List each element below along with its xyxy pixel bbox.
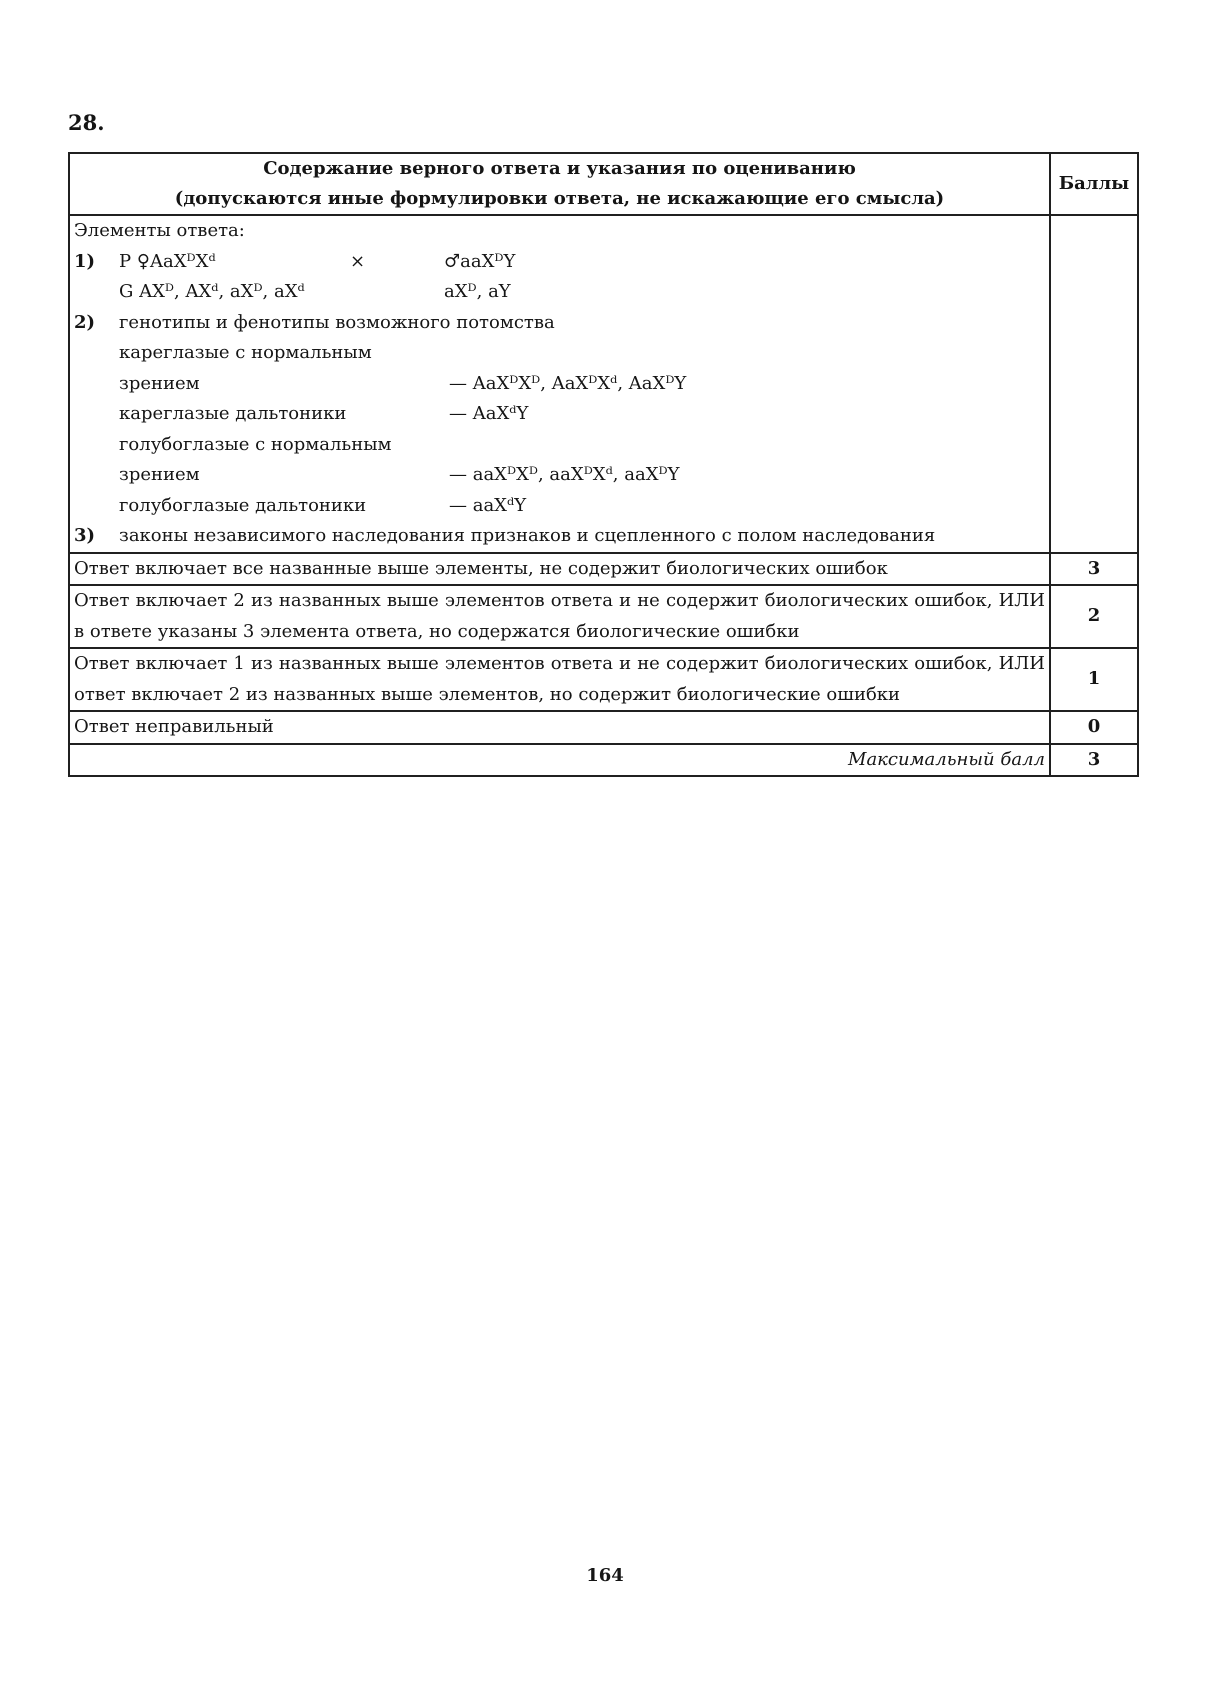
answer-elements-cell — [69, 215, 1050, 553]
phenotype: кареглазые дальтоники — [119, 403, 347, 424]
genotype: — aaXᵈY — [449, 494, 527, 516]
offspring-row — [74, 491, 1045, 522]
item1-number: 1) — [74, 250, 96, 272]
phenotype: кареглазые с нормальным — [119, 342, 372, 363]
answer-elements-score-cell — [1050, 215, 1138, 553]
genotype: — AaXᴰXᴰ, AaXᴰXᵈ, AaXᴰY — [449, 372, 687, 394]
gametes-male: aXᴰ, aY — [444, 281, 511, 302]
phenotype: голубоглазые дальтоники — [119, 494, 367, 516]
parents-line — [74, 247, 1045, 278]
item3-line — [74, 521, 1045, 552]
header-content-line1: Содержание верного ответа и указания по оцениванию — [263, 158, 856, 179]
item2-number: 2) — [74, 311, 96, 333]
gametes-line — [74, 277, 1045, 308]
criterion-text: Ответ включает все названные выше элементы, не содержит биологических ошибок — [69, 553, 1050, 586]
item3-text: законы независимого наследования признаков и сцепленного с полом наследования — [119, 525, 936, 546]
answer-elements-row — [69, 215, 1138, 553]
task-number: 28. — [68, 110, 105, 135]
criterion-score: 2 — [1050, 585, 1138, 648]
criterion-score: 3 — [1050, 553, 1138, 586]
phenotype: голубоглазые с нормальным — [119, 433, 392, 455]
header-content-cell — [69, 153, 1050, 215]
criterion-row — [69, 648, 1138, 711]
criterion-score: 0 — [1050, 711, 1138, 744]
criterion-row — [69, 585, 1138, 648]
phenotype: зрением — [119, 372, 200, 394]
parents-female: P ♀AaXᴰXᵈ — [119, 250, 216, 272]
item2-title-line — [74, 308, 1045, 339]
criterion-row — [69, 711, 1138, 744]
max-score-label: Максимальный балл — [69, 744, 1050, 777]
genotype: — AaXᵈY — [449, 403, 529, 424]
item3-number: 3) — [74, 525, 96, 546]
criterion-text: Ответ неправильный — [69, 711, 1050, 744]
criterion-text: Ответ включает 1 из названных выше элементов ответа и не содержит биологических ошибок, ИЛИ ответ включает 2 из названных выше элементов, но содержит биологические ошибки — [69, 648, 1050, 711]
max-score-row — [69, 744, 1138, 777]
grading-table — [68, 152, 1139, 777]
item2-title: генотипы и фенотипы возможного потомства — [119, 311, 555, 333]
page-number: 164 — [586, 1565, 624, 1586]
gametes-female: G AXᴰ, AXᵈ, aXᴰ, aXᵈ — [119, 281, 305, 302]
max-score-value: 3 — [1050, 744, 1138, 777]
criterion-score: 1 — [1050, 648, 1138, 711]
offspring-row — [74, 460, 1045, 491]
offspring-row — [74, 430, 1045, 461]
offspring-row — [74, 369, 1045, 400]
parents-male: ♂aaXᴰY — [444, 250, 516, 272]
table-header-row — [69, 153, 1138, 215]
phenotype: зрением — [119, 464, 200, 485]
elements-title: Элементы ответа: — [74, 220, 245, 241]
header-content-line2: (допускаются иные формулировки ответа, не искажающие его смысла) — [174, 188, 945, 209]
header-points-cell: Баллы — [1050, 153, 1138, 215]
criterion-row — [69, 553, 1138, 586]
genotype: — aaXᴰXᴰ, aaXᴰXᵈ, aaXᴰY — [449, 464, 680, 485]
offspring-row — [74, 399, 1045, 430]
offspring-row — [74, 338, 1045, 369]
criterion-text: Ответ включает 2 из названных выше элементов ответа и не содержит биологических ошибок, ИЛИ в ответе указаны 3 элемента ответа, но содержатся биологические ошибки — [69, 585, 1050, 648]
cross-sign: × — [350, 250, 366, 272]
